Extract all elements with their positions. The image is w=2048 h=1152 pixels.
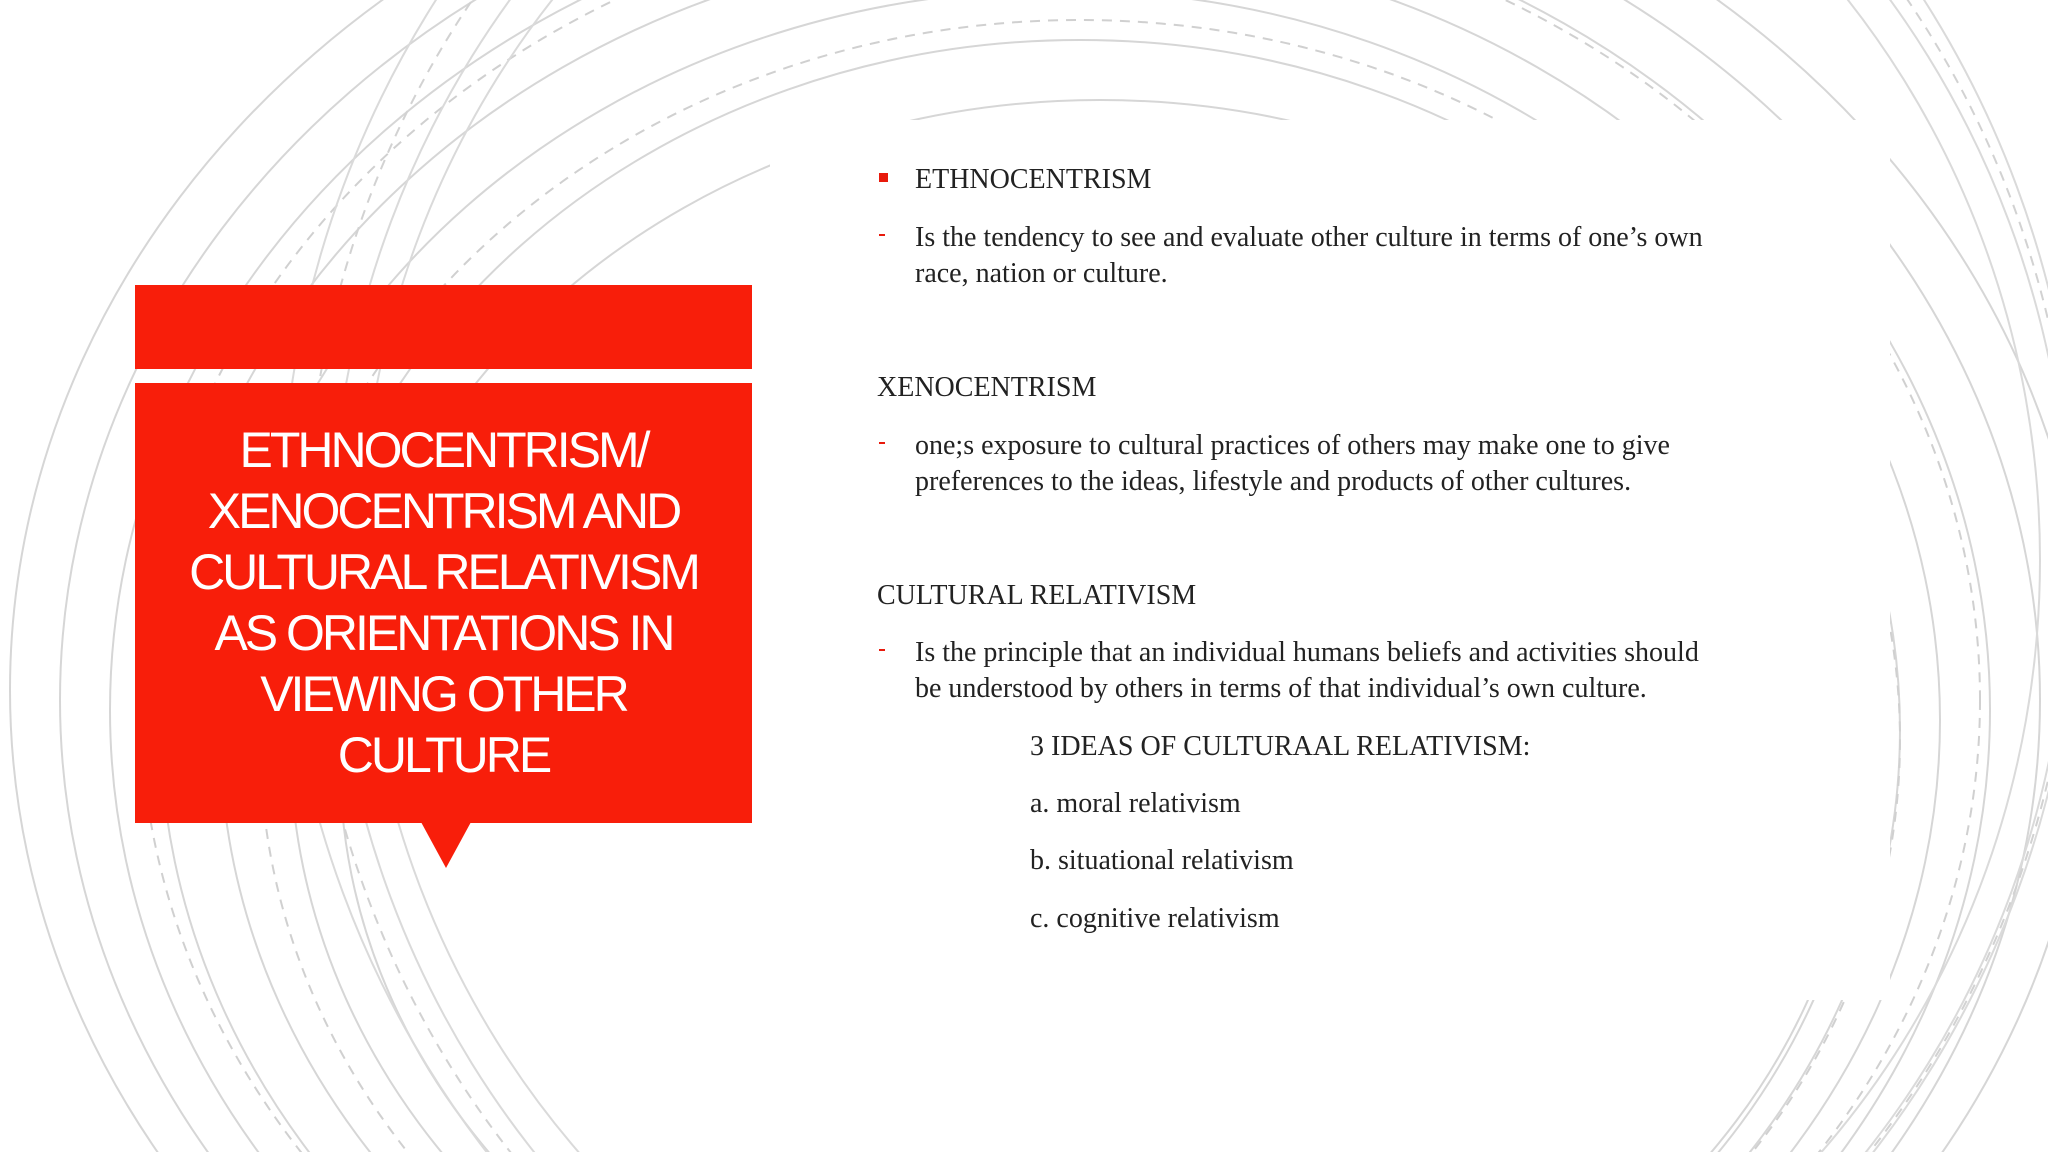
- idea-item: a. moral relativism: [1030, 788, 1241, 819]
- cultural-relativism-heading: CULTURAL RELATIVISM: [877, 580, 1197, 611]
- idea-item: c. cognitive relativism: [1030, 903, 1280, 934]
- slide-title: ETHNOCENTRISM/ XENOCENTRISM AND CULTURAL RELATIVISM AS ORIENTATIONS IN VIEWING OTHER CULTURE: [189, 422, 698, 783]
- xenocentrism-heading: XENOCENTRISM: [877, 372, 1097, 403]
- xenocentrism-definition-line1: one;s exposure to cultural practices of others may make one to give: [915, 430, 1670, 461]
- ethnocentrism-definition-line1: Is the tendency to see and evaluate other culture in terms of one’s own: [915, 222, 1703, 253]
- dash-bullet-icon: [879, 649, 885, 651]
- xenocentrism-definition-line2: preferences to the ideas, lifestyle and products of other cultures.: [915, 466, 1632, 497]
- dash-bullet-icon: [879, 234, 885, 236]
- cultural-relativism-definition-line1: Is the principle that an individual humans beliefs and activities should: [915, 637, 1699, 668]
- idea-item: b. situational relativism: [1030, 845, 1294, 876]
- ethnocentrism-heading: ETHNOCENTRISM: [915, 164, 1152, 195]
- dash-bullet-icon: [879, 442, 885, 444]
- ethnocentrism-definition-line2: race, nation or culture.: [915, 258, 1168, 289]
- square-bullet-icon: [879, 173, 888, 182]
- cultural-relativism-definition-line2: be understood by others in terms of that individual’s own culture.: [915, 673, 1647, 704]
- ideas-heading: 3 IDEAS OF CULTURAAL RELATIVISM:: [1030, 731, 1531, 762]
